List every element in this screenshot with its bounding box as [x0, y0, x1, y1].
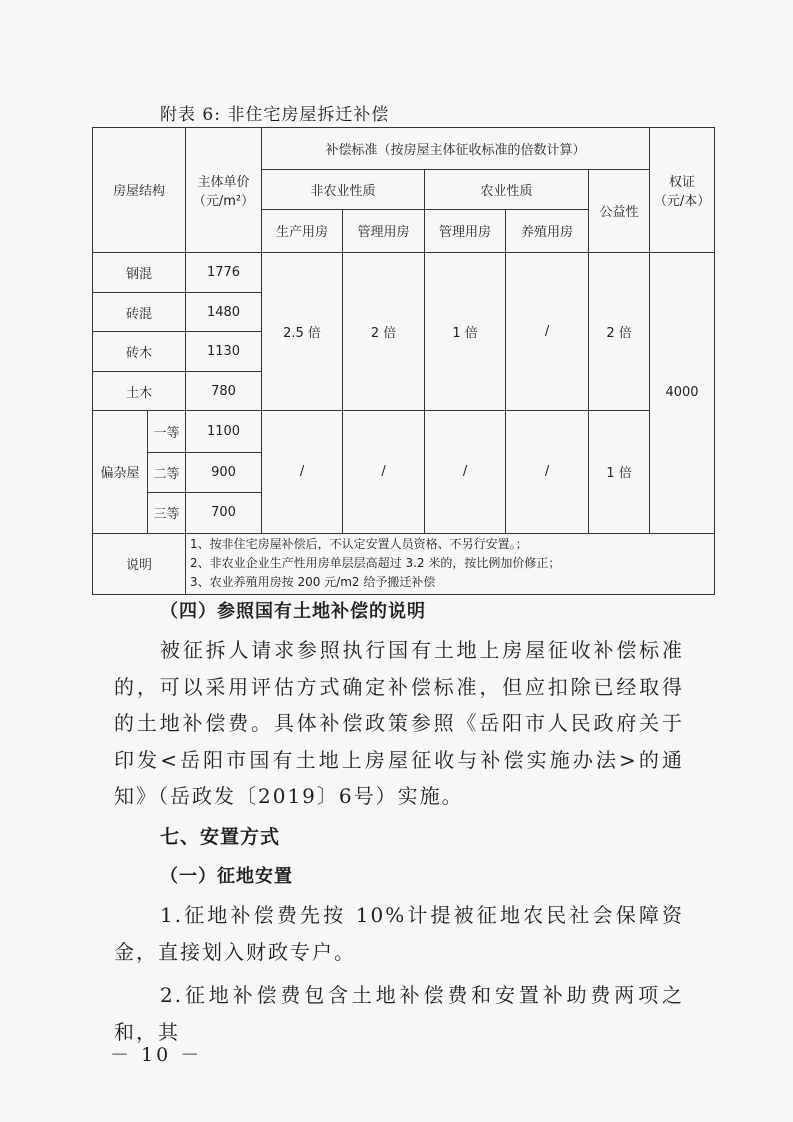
row-structure-name: 砖木: [93, 332, 186, 371]
row-unit-price: 1776: [186, 252, 262, 292]
header-agri-management: 管理用房: [425, 209, 506, 252]
header-public: 公益性: [589, 169, 650, 252]
table-caption: 附表 6: 非住宅房屋拆迁补偿: [160, 105, 390, 125]
section-7-title: 七、安置方式: [160, 826, 281, 848]
row-structure-name: 钢混: [93, 252, 186, 292]
header-structure: 房屋结构: [93, 128, 186, 253]
header-unit-price-label: 主体单价: [197, 174, 250, 190]
misc-building-label: 偏杂屋: [93, 411, 148, 533]
misc-agri-management-multiplier: /: [425, 411, 506, 533]
misc-grade: 三等: [148, 493, 186, 533]
main-breeding-multiplier: /: [506, 252, 589, 411]
row-unit-price: 780: [186, 371, 262, 410]
header-management: 管理用房: [343, 209, 425, 252]
header-standard: 补偿标准（按房屋主体征收标准的倍数计算）: [262, 128, 650, 170]
header-non-agri: 非农业性质: [262, 169, 425, 209]
header-agri: 农业性质: [425, 169, 589, 209]
note-line: 2、非农业企业生产性用房单层层高超过 3.2 米的，按比例加价修正；: [190, 555, 561, 570]
page-number: － 10 －: [110, 1044, 203, 1066]
misc-unit-price: 900: [186, 452, 262, 492]
main-management-multiplier: 2 倍: [343, 252, 425, 411]
header-unit-price: [186, 128, 262, 253]
item-2-text: 2.征地补偿费包含土地补偿费和安置补助费两项之和，其: [114, 983, 684, 1044]
section-4-title: （四）参照国有土地补偿的说明: [160, 601, 426, 622]
note-line: 3、农业养殖用房按 200 元/m2 给予搬迁补偿: [190, 574, 436, 589]
item-1-text: 1.征地补偿费先按 10%计提被征地农民社会保障资金，直接划入财政专户。: [114, 903, 684, 964]
note-line: 1、按非住宅房屋补偿后，不认定安置人员资格、不另行安置。；: [190, 536, 528, 551]
header-production: 生产用房: [262, 209, 343, 252]
row-unit-price: 1130: [186, 332, 262, 371]
main-public-multiplier: 2 倍: [589, 252, 650, 411]
header-cert: [650, 128, 715, 253]
section-4-paragraph: [114, 632, 684, 815]
section-4-text: 被征拆人请求参照执行国有土地上房屋征收补偿标准的，可以采用评估方式确定补偿标准，但应扣除已经取得的土地补偿费。具体补偿政策参照《岳阳市人民政府关于印发<岳阳市国有土地上房屋征收与补偿实施办法>的通知》（岳政发〔2019〕6号）实施。: [114, 638, 684, 809]
main-agri-management-multiplier: 1 倍: [425, 252, 506, 411]
misc-grade: 二等: [148, 452, 186, 492]
misc-management-multiplier: /: [343, 411, 425, 533]
header-cert-unit: （元/本）: [653, 193, 711, 209]
misc-breeding-multiplier: /: [506, 411, 589, 533]
subsection-1-title: （一）征地安置: [160, 866, 293, 887]
main-production-multiplier: 2.5 倍: [262, 252, 343, 411]
note-label: 说明: [93, 533, 186, 594]
header-cert-label: 权证: [669, 174, 696, 190]
item-1-paragraph: [114, 897, 684, 970]
misc-unit-price: 700: [186, 493, 262, 533]
header-breeding: 养殖用房: [506, 209, 589, 252]
header-unit-price-unit: （元/m²）: [192, 193, 255, 209]
note-content: [186, 533, 715, 594]
row-unit-price: 1480: [186, 292, 262, 331]
row-structure-name: 土木: [93, 371, 186, 410]
misc-unit-price: 1100: [186, 411, 262, 453]
compensation-table: [92, 127, 715, 595]
cert-value: 4000: [650, 252, 715, 533]
misc-public-multiplier: 1 倍: [589, 411, 650, 533]
row-structure-name: 砖混: [93, 292, 186, 331]
misc-production-multiplier: /: [262, 411, 343, 533]
misc-grade: 一等: [148, 411, 186, 453]
